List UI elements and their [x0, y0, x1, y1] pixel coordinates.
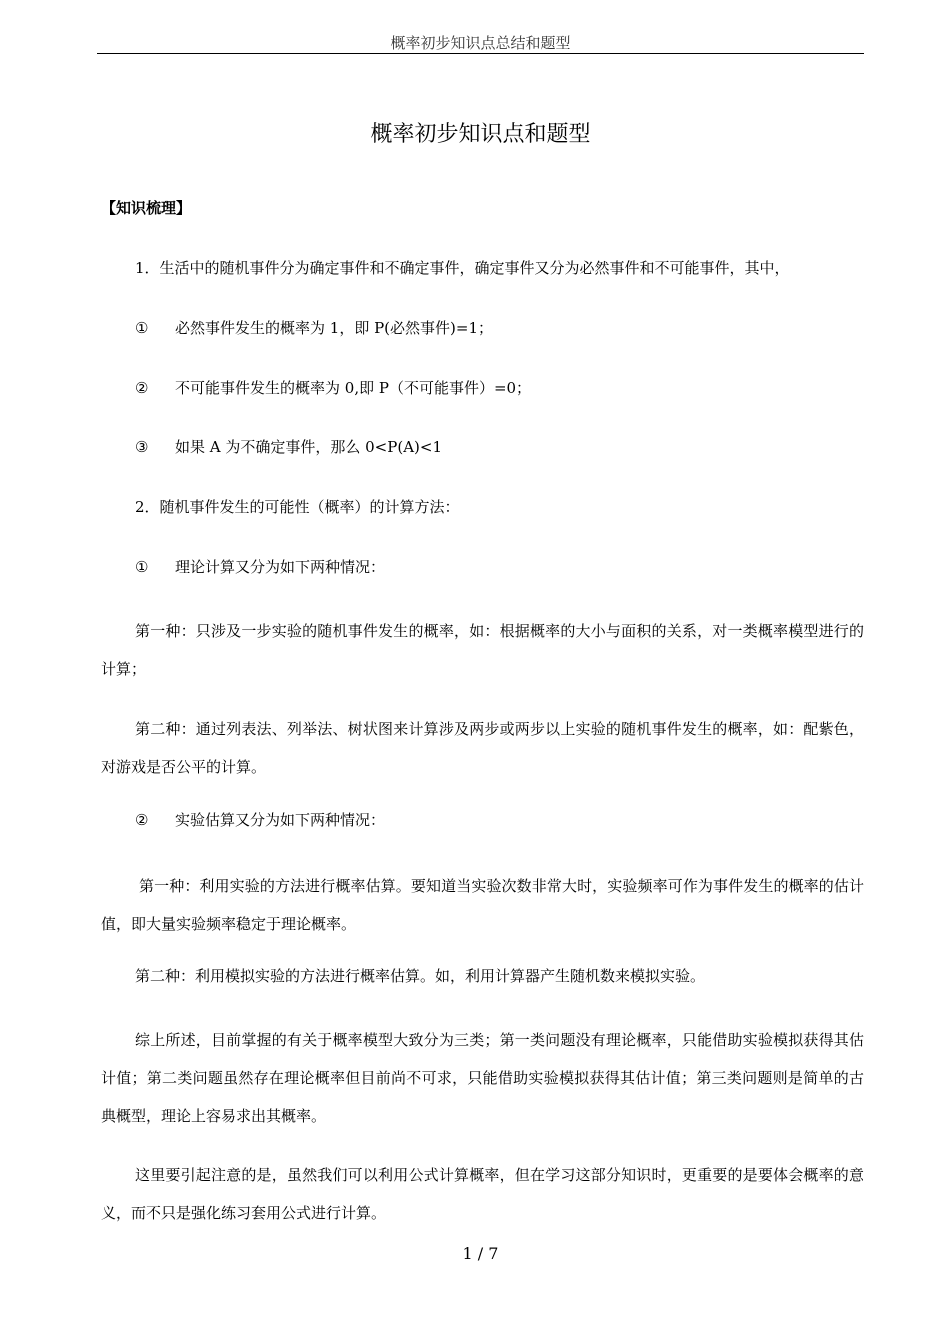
circled-marker: ① — [135, 319, 149, 337]
circled-marker: ① — [135, 558, 149, 576]
summary-paragraph: 综上所述，目前掌握的有关于概率模型大致分为三类；第一类问题没有理论概率，只能借助实验模拟获得其估计值；第二类问题虽然存在理论概率但目前尚不可求，只能借助实验模拟获得其估计值；第三类问题则是简单的古典概型，理论上容易求出其概率。 — [101, 1031, 864, 1125]
circled-marker: ③ — [135, 438, 149, 456]
item-2-sub-2 — [135, 809, 385, 831]
item-2-sub-1 — [135, 556, 385, 578]
sub-item-text: 不可能事件发生的概率为 0,即 P（不可能事件）=0； — [175, 379, 532, 397]
sub-item-text: 必然事件发生的概率为 1，即 P(必然事件)=1； — [175, 319, 493, 337]
item-1-sub-2 — [135, 377, 531, 399]
item-1-sub-1 — [135, 317, 493, 339]
document-title: 概率初步知识点和题型 — [370, 122, 591, 147]
header-rule — [97, 53, 864, 54]
page-number: 1 / 7 — [462, 1244, 499, 1263]
experiment-case-2: 第二种：利用模拟实验的方法进行概率估算。如，利用计算器产生随机数来模拟实验。 — [135, 967, 706, 985]
sub-item-text: 理论计算又分为如下两种情况： — [175, 558, 386, 576]
item-1-sub-3 — [135, 436, 442, 458]
sub-item-text: 如果 A 为不确定事件，那么 0<P(A)<1 — [175, 438, 442, 456]
running-header: 概率初步知识点总结和题型 — [390, 34, 571, 52]
circled-marker: ② — [135, 811, 149, 829]
theory-case-1: 第一种：只涉及一步实验的随机事件发生的概率，如：根据概率的大小与面积的关系，对一类概率模型进行的计算； — [101, 622, 864, 678]
note-paragraph: 这里要引起注意的是，虽然我们可以利用公式计算概率，但在学习这部分知识时，更重要的是要体会概率的意义，而不只是强化练习套用公式进行计算。 — [101, 1166, 864, 1222]
item-1: 1．生活中的随机事件分为确定事件和不确定事件，确定事件又分为必然事件和不可能事件，其中， — [135, 259, 790, 277]
sub-item-text: 实验估算又分为如下两种情况： — [175, 811, 386, 829]
item-2: 2．随机事件发生的可能性（概率）的计算方法： — [135, 498, 460, 516]
theory-case-2: 第二种：通过列表法、列举法、树状图来计算涉及两步或两步以上实验的随机事件发生的概率，如：配紫色，对游戏是否公平的计算。 — [101, 720, 864, 776]
circled-marker: ② — [135, 379, 149, 397]
experiment-case-1: 第一种：利用实验的方法进行概率估算。要知道当实验次数非常大时，实验频率可作为事件发生的概率的估计值，即大量实验频率稳定于理论概率。 — [101, 877, 864, 933]
section-heading: 【知识梳理】 — [101, 199, 192, 217]
